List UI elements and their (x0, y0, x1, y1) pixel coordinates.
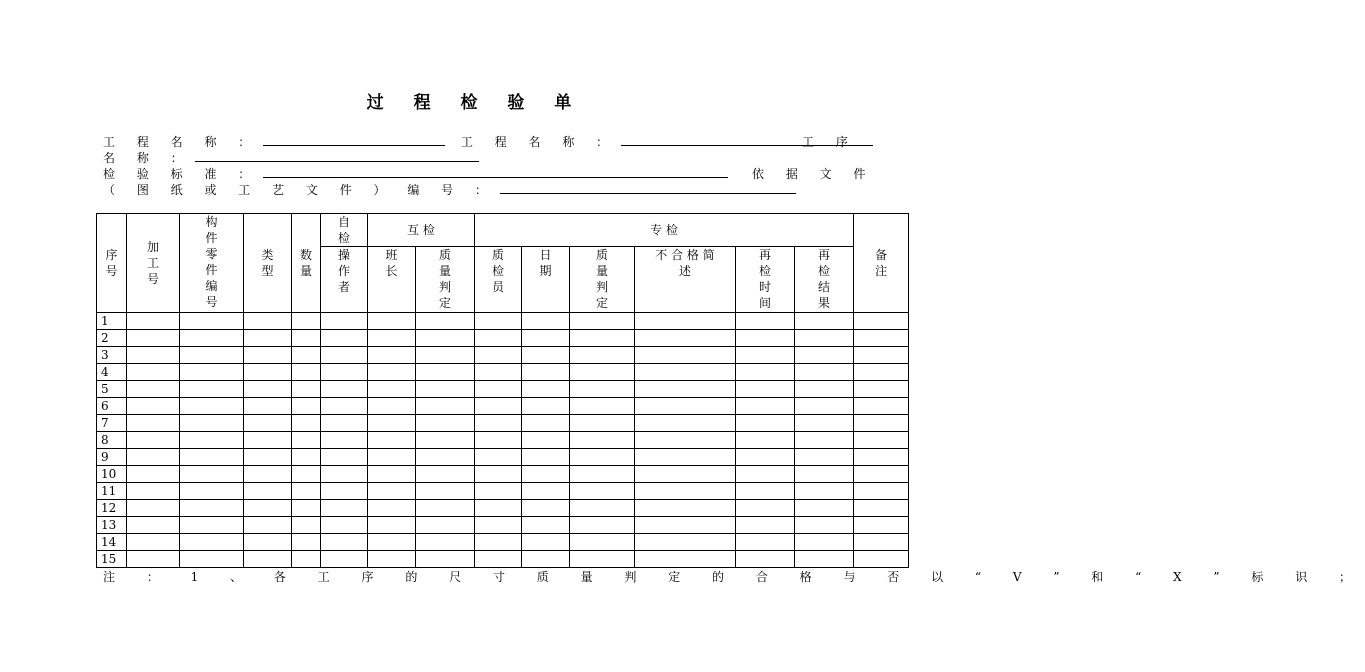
header-component: 构件零件编号 (180, 214, 244, 313)
table-cell[interactable] (127, 313, 180, 330)
table-cell[interactable] (321, 313, 368, 330)
row-number: 5 (97, 381, 127, 398)
table-cell[interactable] (416, 347, 475, 364)
table-cell[interactable] (570, 449, 635, 466)
table-cell[interactable] (127, 534, 180, 551)
table-cell[interactable] (475, 347, 522, 364)
table-cell[interactable] (854, 551, 909, 568)
table-cell[interactable] (292, 500, 321, 517)
row-number: 13 (97, 517, 127, 534)
table-cell[interactable] (736, 432, 795, 449)
row-number: 6 (97, 398, 127, 415)
table-row (97, 500, 909, 517)
table-cell[interactable] (321, 534, 368, 551)
header-qty: 数量 (292, 214, 321, 313)
row-number: 4 (97, 364, 127, 381)
project-name-label-2: 工 程 名 称 ： (460, 135, 618, 149)
table-cell[interactable] (180, 364, 244, 381)
table-cell[interactable] (570, 500, 635, 517)
table-cell[interactable] (321, 364, 368, 381)
table-cell[interactable] (736, 449, 795, 466)
table-cell[interactable] (321, 483, 368, 500)
table-cell[interactable] (570, 398, 635, 415)
table-cell[interactable] (522, 500, 570, 517)
table-cell[interactable] (522, 415, 570, 432)
table-row (97, 551, 909, 568)
table-cell[interactable] (522, 466, 570, 483)
table-row (97, 534, 909, 551)
table-cell[interactable] (854, 517, 909, 534)
table-cell[interactable] (244, 330, 292, 347)
table-cell[interactable] (321, 500, 368, 517)
table-cell[interactable] (570, 466, 635, 483)
header-line-2 (103, 149, 479, 166)
table-cell[interactable] (736, 330, 795, 347)
standard-field[interactable] (263, 167, 728, 178)
header-recheck-time: 再检时间 (736, 247, 795, 313)
table-row (97, 432, 909, 449)
table-cell[interactable] (244, 500, 292, 517)
table-cell[interactable] (522, 398, 570, 415)
table-cell[interactable] (368, 483, 416, 500)
table-cell[interactable] (368, 517, 416, 534)
table-cell[interactable] (127, 415, 180, 432)
table-cell[interactable] (570, 517, 635, 534)
table-cell[interactable] (292, 551, 321, 568)
table-cell[interactable] (635, 534, 736, 551)
header-quality-judge-2: 质量判定 (570, 247, 635, 313)
table-cell[interactable] (180, 330, 244, 347)
table-row (97, 398, 909, 415)
table-cell[interactable] (180, 517, 244, 534)
table-cell[interactable] (854, 330, 909, 347)
table-cell[interactable] (570, 534, 635, 551)
table-cell[interactable] (635, 500, 736, 517)
table-cell[interactable] (736, 364, 795, 381)
table-cell[interactable] (368, 347, 416, 364)
header-self-check: 自检 (321, 214, 368, 247)
table-cell[interactable] (570, 347, 635, 364)
table-cell[interactable] (795, 466, 854, 483)
row-number: 15 (97, 551, 127, 568)
table-cell[interactable] (736, 313, 795, 330)
table-cell[interactable] (416, 313, 475, 330)
table-row (97, 347, 909, 364)
table-cell[interactable] (321, 432, 368, 449)
table-cell[interactable] (854, 483, 909, 500)
process-label-b: 名 称 ： (103, 151, 192, 165)
table-cell[interactable] (635, 432, 736, 449)
table-cell[interactable] (736, 551, 795, 568)
table-cell[interactable] (321, 466, 368, 483)
footnote: 注 ： 1 、 各 工 序 的 尺 寸 质 量 判 定 的 合 格 与 否 以 “ V ” 和 “ X ” 标 识 ； (103, 570, 1365, 584)
table-cell[interactable] (244, 534, 292, 551)
table-cell[interactable] (127, 381, 180, 398)
table-cell[interactable] (292, 432, 321, 449)
table-cell[interactable] (795, 398, 854, 415)
table-row (97, 381, 909, 398)
header-line-4 (103, 181, 796, 198)
table-cell[interactable] (475, 415, 522, 432)
table-cell[interactable] (522, 483, 570, 500)
table-cell[interactable] (244, 415, 292, 432)
table-cell[interactable] (854, 313, 909, 330)
row-number: 8 (97, 432, 127, 449)
table-cell[interactable] (292, 517, 321, 534)
table-cell[interactable] (795, 415, 854, 432)
table-cell[interactable] (795, 449, 854, 466)
header-nonconform: 不 合 格 简 述 (635, 247, 736, 313)
table-cell[interactable] (244, 381, 292, 398)
table-cell[interactable] (736, 347, 795, 364)
standard-label: 检 验 标 准 ： (103, 167, 260, 181)
table-cell[interactable] (180, 381, 244, 398)
header-team-leader: 班长 (368, 247, 416, 313)
table-cell[interactable] (244, 364, 292, 381)
table-cell[interactable] (475, 364, 522, 381)
table-cell[interactable] (854, 449, 909, 466)
table-cell[interactable] (795, 432, 854, 449)
basis-label: 依 据 文 件 (752, 167, 875, 181)
table-cell[interactable] (416, 381, 475, 398)
table-cell[interactable] (321, 347, 368, 364)
table-cell[interactable] (292, 347, 321, 364)
table-cell[interactable] (570, 330, 635, 347)
table-cell[interactable] (321, 517, 368, 534)
table-cell[interactable] (368, 381, 416, 398)
form-title: 过 程 检 验 单 (366, 93, 584, 113)
table-cell[interactable] (475, 449, 522, 466)
table-cell[interactable] (416, 398, 475, 415)
table-cell[interactable] (127, 551, 180, 568)
table-cell[interactable] (475, 500, 522, 517)
table-cell[interactable] (795, 313, 854, 330)
process-label-a: 工 序 (802, 135, 857, 149)
table-cell[interactable] (635, 364, 736, 381)
table-cell[interactable] (475, 517, 522, 534)
table-cell[interactable] (180, 534, 244, 551)
header-operator: 操作者 (321, 247, 368, 313)
table-cell[interactable] (522, 381, 570, 398)
table-cell[interactable] (854, 466, 909, 483)
header-type: 类型 (244, 214, 292, 313)
table-cell[interactable] (635, 483, 736, 500)
row-number: 14 (97, 534, 127, 551)
table-cell[interactable] (127, 517, 180, 534)
table-row (97, 483, 909, 500)
header-part-no: 加工号 (127, 214, 180, 313)
table-cell[interactable] (570, 432, 635, 449)
header-special-check: 专 检 (475, 214, 854, 247)
table-cell[interactable] (736, 500, 795, 517)
table-cell[interactable] (475, 551, 522, 568)
table-cell[interactable] (635, 347, 736, 364)
table-cell[interactable] (321, 381, 368, 398)
row-number: 7 (97, 415, 127, 432)
row-number: 3 (97, 347, 127, 364)
table-row (97, 415, 909, 432)
table-cell[interactable] (244, 432, 292, 449)
table-cell[interactable] (368, 398, 416, 415)
table-cell[interactable] (416, 364, 475, 381)
table-cell[interactable] (475, 432, 522, 449)
table-cell[interactable] (736, 534, 795, 551)
table-cell[interactable] (854, 500, 909, 517)
table-cell[interactable] (736, 517, 795, 534)
header-quality-judge-1: 质量判定 (416, 247, 475, 313)
table-cell[interactable] (854, 347, 909, 364)
table-cell[interactable] (635, 466, 736, 483)
table-cell[interactable] (416, 534, 475, 551)
table-cell[interactable] (795, 551, 854, 568)
table-cell[interactable] (180, 500, 244, 517)
table-cell[interactable] (292, 466, 321, 483)
table-cell[interactable] (180, 449, 244, 466)
table-cell[interactable] (736, 483, 795, 500)
table-cell[interactable] (522, 364, 570, 381)
table-cell[interactable] (292, 449, 321, 466)
header-inspector: 质检员 (475, 247, 522, 313)
table-cell[interactable] (416, 517, 475, 534)
table-cell[interactable] (570, 313, 635, 330)
table-cell[interactable] (244, 551, 292, 568)
table-cell[interactable] (416, 500, 475, 517)
table-cell[interactable] (368, 534, 416, 551)
table-cell[interactable] (244, 449, 292, 466)
row-number: 2 (97, 330, 127, 347)
table-cell[interactable] (635, 551, 736, 568)
table-cell[interactable] (292, 364, 321, 381)
table-cell[interactable] (180, 551, 244, 568)
table-cell[interactable] (292, 330, 321, 347)
header-line-3 (103, 165, 728, 182)
table-cell[interactable] (321, 449, 368, 466)
inspection-table (96, 213, 909, 568)
table-cell[interactable] (475, 534, 522, 551)
header-seq: 序号 (97, 214, 127, 313)
table-row (97, 330, 909, 347)
table-cell[interactable] (522, 432, 570, 449)
table-cell[interactable] (475, 330, 522, 347)
table-cell[interactable] (127, 347, 180, 364)
table-cell[interactable] (522, 449, 570, 466)
table-cell[interactable] (180, 432, 244, 449)
table-cell[interactable] (292, 483, 321, 500)
table-cell[interactable] (635, 415, 736, 432)
table-cell[interactable] (127, 449, 180, 466)
table-cell[interactable] (416, 449, 475, 466)
table-cell[interactable] (635, 449, 736, 466)
table-cell[interactable] (321, 330, 368, 347)
table-cell[interactable] (522, 330, 570, 347)
table-cell[interactable] (854, 415, 909, 432)
table-cell[interactable] (292, 381, 321, 398)
table-cell[interactable] (416, 432, 475, 449)
table-cell[interactable] (244, 517, 292, 534)
table-cell[interactable] (292, 398, 321, 415)
table-cell[interactable] (416, 483, 475, 500)
project-name-field-1[interactable] (263, 135, 445, 146)
table-cell[interactable] (244, 483, 292, 500)
table-cell[interactable] (570, 551, 635, 568)
row-number: 11 (97, 483, 127, 500)
table-cell[interactable] (127, 500, 180, 517)
table-cell[interactable] (368, 551, 416, 568)
table-cell[interactable] (127, 466, 180, 483)
table-cell[interactable] (570, 381, 635, 398)
table-cell[interactable] (127, 330, 180, 347)
table-cell[interactable] (570, 415, 635, 432)
table-cell[interactable] (854, 534, 909, 551)
row-number: 1 (97, 313, 127, 330)
table-cell[interactable] (368, 313, 416, 330)
table-cell[interactable] (127, 398, 180, 415)
table-cell[interactable] (795, 364, 854, 381)
table-row (97, 364, 909, 381)
table-cell[interactable] (635, 381, 736, 398)
table-row (97, 449, 909, 466)
table-cell[interactable] (736, 398, 795, 415)
table-cell[interactable] (180, 483, 244, 500)
table-cell[interactable] (127, 483, 180, 500)
table-cell[interactable] (795, 517, 854, 534)
table-cell[interactable] (292, 313, 321, 330)
table-cell[interactable] (854, 381, 909, 398)
table-cell[interactable] (180, 398, 244, 415)
table-cell[interactable] (522, 551, 570, 568)
table-cell[interactable] (292, 534, 321, 551)
table-cell[interactable] (635, 398, 736, 415)
table-cell[interactable] (475, 483, 522, 500)
table-cell[interactable] (570, 364, 635, 381)
table-cell[interactable] (368, 500, 416, 517)
table-cell[interactable] (180, 466, 244, 483)
header-remark: 备注 (854, 214, 909, 313)
drawing-number-field[interactable] (500, 183, 796, 194)
table-cell[interactable] (368, 415, 416, 432)
header-recheck-result: 再检结果 (795, 247, 854, 313)
table-cell[interactable] (321, 415, 368, 432)
table-cell[interactable] (522, 313, 570, 330)
table-cell[interactable] (795, 347, 854, 364)
table-cell[interactable] (416, 415, 475, 432)
table-cell[interactable] (368, 449, 416, 466)
table-cell[interactable] (795, 381, 854, 398)
table-cell[interactable] (522, 347, 570, 364)
table-cell[interactable] (854, 432, 909, 449)
process-name-field[interactable] (195, 151, 479, 162)
table-cell[interactable] (475, 398, 522, 415)
table-cell[interactable] (321, 398, 368, 415)
table-cell[interactable] (795, 483, 854, 500)
table-cell[interactable] (368, 364, 416, 381)
table-cell[interactable] (416, 551, 475, 568)
header-mutual-check: 互 检 (368, 214, 475, 247)
table-row (97, 313, 909, 330)
table-cell[interactable] (127, 364, 180, 381)
table-cell[interactable] (522, 517, 570, 534)
table-cell[interactable] (635, 330, 736, 347)
table-cell[interactable] (244, 347, 292, 364)
table-cell[interactable] (180, 415, 244, 432)
row-number: 10 (97, 466, 127, 483)
table-cell[interactable] (244, 313, 292, 330)
table-cell[interactable] (244, 398, 292, 415)
table-cell[interactable] (180, 313, 244, 330)
table-row (97, 466, 909, 483)
table-cell[interactable] (416, 330, 475, 347)
table-cell[interactable] (368, 466, 416, 483)
table-cell[interactable] (244, 466, 292, 483)
table-cell[interactable] (736, 466, 795, 483)
table-cell[interactable] (292, 415, 321, 432)
table-cell[interactable] (795, 330, 854, 347)
row-number: 12 (97, 500, 127, 517)
table-cell[interactable] (127, 432, 180, 449)
table-cell[interactable] (795, 534, 854, 551)
table-cell[interactable] (795, 500, 854, 517)
header-date: 日期 (522, 247, 570, 313)
row-number: 9 (97, 449, 127, 466)
table-cell[interactable] (736, 415, 795, 432)
table-cell[interactable] (854, 364, 909, 381)
table-cell[interactable] (635, 313, 736, 330)
table-cell[interactable] (368, 432, 416, 449)
project-name-label-1: 工 程 名 称 ： (103, 135, 260, 149)
table-cell[interactable] (475, 466, 522, 483)
table-cell[interactable] (368, 330, 416, 347)
table-cell[interactable] (180, 347, 244, 364)
table-cell[interactable] (854, 398, 909, 415)
table-row (97, 517, 909, 534)
table-cell[interactable] (416, 466, 475, 483)
header-line-1 (103, 133, 873, 150)
table-cell[interactable] (475, 313, 522, 330)
table-cell[interactable] (522, 534, 570, 551)
table-cell[interactable] (570, 483, 635, 500)
table-cell[interactable] (736, 381, 795, 398)
table-cell[interactable] (321, 551, 368, 568)
drawing-label: （ 图 纸 或 工 艺 文 件 ） 编 号 ： (103, 183, 496, 197)
table-cell[interactable] (635, 517, 736, 534)
table-cell[interactable] (475, 381, 522, 398)
